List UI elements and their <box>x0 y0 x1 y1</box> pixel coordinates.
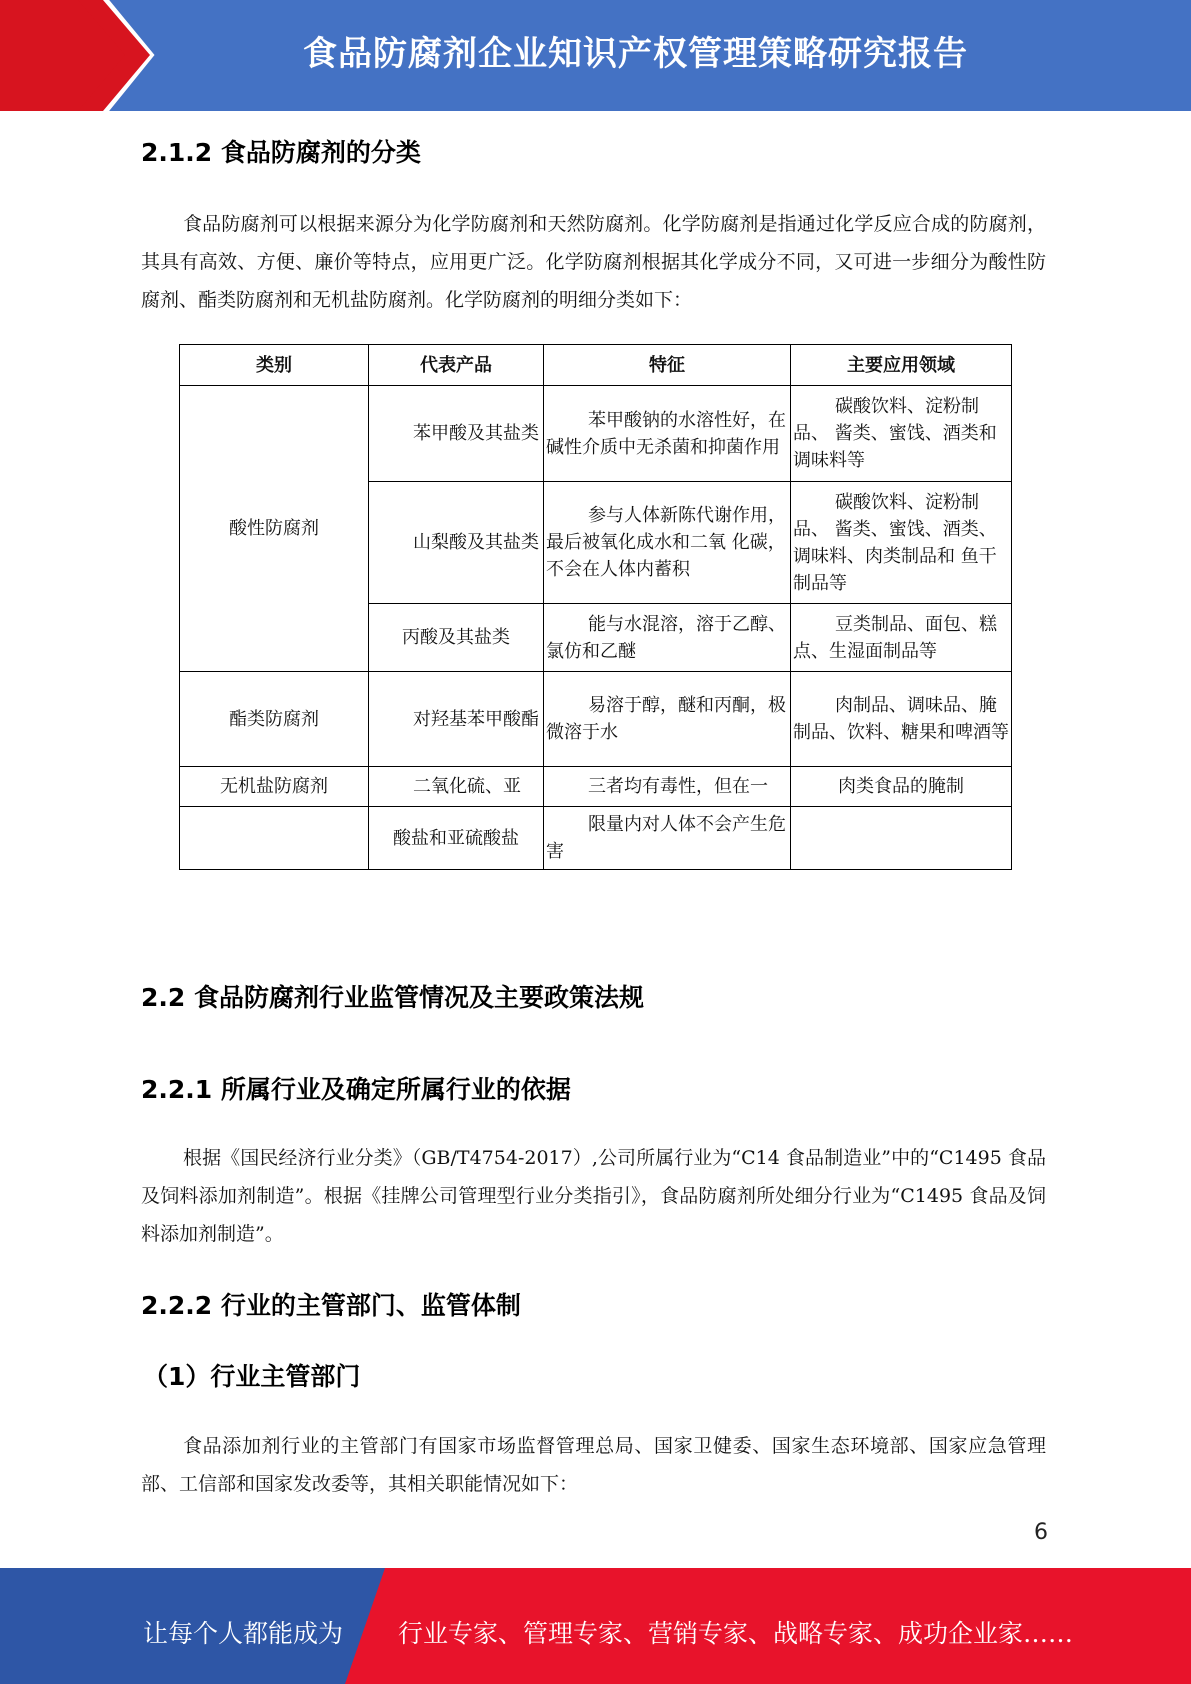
section-2-1-2-paragraph: 食品防腐剂可以根据来源分为化学防腐剂和天然防腐剂。化学防腐剂是指通过化学反应合成的防腐剂，其具有高效、方便、廉价等特点，应用更广泛。化学防腐剂根据其化学成分不同，又可进一步细分为酸性防腐剂、酯类防腐剂和无机盐防腐剂。化学防腐剂的明细分类如下： <box>141 213 1046 311</box>
table-cell-category: 无机盐防腐剂 <box>180 767 369 807</box>
table-cell-application: 碳酸饮料、淀粉制品、 酱类、蜜饯、酒类、 调味料、肉类制品和 鱼干制品等 <box>791 482 1012 604</box>
section-heading-2-2: 2.2 食品防腐剂行业监管情况及主要政策法规 <box>141 983 644 1012</box>
table-cell-category: 酸性防腐剂 <box>180 386 369 672</box>
section-heading-2-1-2: 2.1.2 食品防腐剂的分类 <box>141 138 421 167</box>
table-cell-category <box>180 807 369 870</box>
table-cell-product: 二氧化硫、亚 <box>369 767 544 807</box>
table-header-row <box>180 345 1012 386</box>
subsection-heading-1: （1）行业主管部门 <box>143 1362 361 1391</box>
table-cell-application <box>791 807 1012 870</box>
table-cell-application: 豆类制品、面包、糕 点、生湿面制品等 <box>791 604 1012 672</box>
table-cell-feature: 能与水混溶，溶于乙醇、氯仿和乙醚 <box>544 604 791 672</box>
table-header-application: 主要应用领域 <box>791 345 1012 386</box>
footer-banner <box>0 1568 1191 1684</box>
header-banner <box>0 0 1191 111</box>
table-cell-product: 酸盐和亚硫酸盐 <box>369 807 544 870</box>
table-cell-feature: 三者均有毒性，但在一 <box>544 767 791 807</box>
table-cell-product: 对羟基苯甲酸酯 <box>369 672 544 767</box>
table-cell-application: 肉类食品的腌制 <box>791 767 1012 807</box>
report-title: 食品防腐剂企业知识产权管理策略研究报告 <box>303 34 968 74</box>
table-row <box>180 386 1012 482</box>
table-header-category: 类别 <box>180 345 369 386</box>
table-cell-category: 酯类防腐剂 <box>180 672 369 767</box>
table-header-product: 代表产品 <box>369 345 544 386</box>
table-cell-feature: 参与人体新陈代谢作用， 最后被氧化成水和二氧 化碳，不会在人体内蓄积 <box>544 482 791 604</box>
table-cell-application: 肉制品、调味品、腌 制品、饮料、糖果和啤酒等 <box>791 672 1012 767</box>
table-header-feature: 特征 <box>544 345 791 386</box>
subsection-1-paragraph: 食品添加剂行业的主管部门有国家市场监督管理总局、国家卫健委、国家生态环境部、国家应急管理部、工信部和国家发改委等，其相关职能情况如下： <box>141 1435 1046 1495</box>
table-cell-feature: 苯甲酸钠的水溶性好，在 碱性介质中无杀菌和抑菌作用 <box>544 386 791 482</box>
table-cell-product: 丙酸及其盐类 <box>369 604 544 672</box>
table-cell-product: 山梨酸及其盐类 <box>369 482 544 604</box>
table-row <box>180 807 1012 870</box>
section-heading-2-2-1: 2.2.1 所属行业及确定所属行业的依据 <box>141 1075 571 1104</box>
footer-slogan-right: 行业专家、管理专家、营销专家、战略专家、成功企业家…… <box>398 1619 1074 1648</box>
footer-slogan-left: 让每个人都能成为 <box>143 1619 344 1648</box>
table-cell-feature: 易溶于醇，醚和丙酮，极 微溶于水 <box>544 672 791 767</box>
preservative-classification-table <box>179 344 1012 870</box>
page-number: 6 <box>1034 1520 1048 1545</box>
table-cell-product: 苯甲酸及其盐类 <box>369 386 544 482</box>
section-2-2-1-paragraph: 根据《国民经济行业分类》（GB/T4754-2017）,公司所属行业为“C14 食品制造业”中的“C1495 食品及饲料添加剂制造”。根据《挂牌公司管理型行业分类指引》，食品防腐剂所处细分行业为“C1495 食品及饲料添加剂制造”。 <box>141 1147 1046 1245</box>
table-row <box>180 672 1012 767</box>
table-cell-feature: 限量内对人体不会产生危害 <box>544 807 791 870</box>
table-cell-application: 碳酸饮料、淀粉制品、 酱类、蜜饯、酒类和 调味料等 <box>791 386 1012 482</box>
table-row <box>180 767 1012 807</box>
section-heading-2-2-2: 2.2.2 行业的主管部门、监管体制 <box>141 1291 521 1320</box>
